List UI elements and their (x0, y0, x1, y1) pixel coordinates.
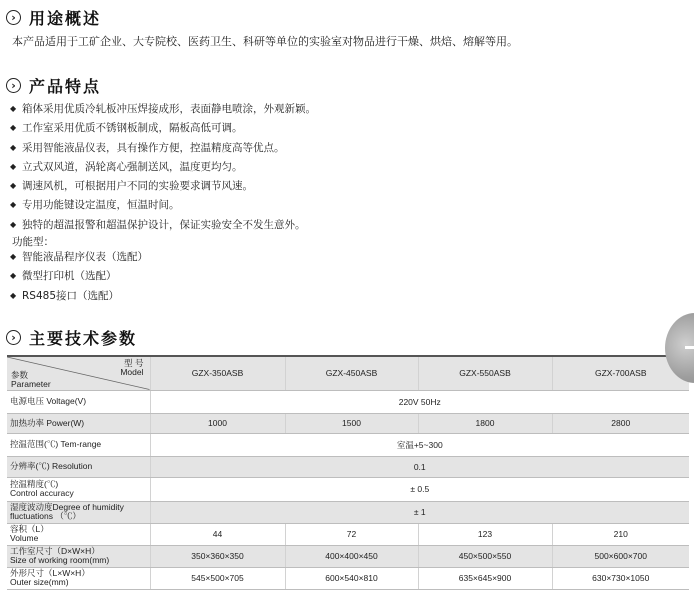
list-item-text: 调速风机，可根据用户不同的实验要求调节风速。 (22, 180, 253, 193)
chevron-right-icon: › (6, 330, 21, 345)
value-cell: 500×600×700 (552, 545, 689, 567)
header-param-cn: 参数 (11, 369, 29, 380)
value-cell: 1500 (285, 413, 418, 433)
list-item (10, 138, 316, 157)
row-label-cell (7, 567, 150, 589)
chevron-right-icon: › (6, 10, 21, 25)
diamond-bullet-icon: ◆ (10, 104, 17, 113)
row-label-line: fluctuations （℃） (10, 511, 81, 521)
list-item-text: 工作室采用优质不锈钢板制成，隔板高低可调。 (22, 122, 243, 135)
model-header-cell: GZX-450ASB (285, 356, 418, 390)
row-label-line: 加热功率 Power(W) (10, 417, 85, 428)
value-cell: 545×500×705 (150, 567, 285, 589)
row-label-cell (7, 477, 150, 501)
model-header-cell: GZX-550ASB (418, 356, 552, 390)
diamond-bullet-icon: ◆ (10, 161, 17, 171)
table-row (7, 456, 689, 477)
header-model-en: Model (120, 367, 144, 377)
header-model-cn: 型 号 (124, 358, 144, 368)
table-row (7, 501, 689, 523)
list-item (10, 286, 148, 305)
chevron-right-icon: › (6, 78, 21, 93)
list-item (10, 195, 316, 214)
row-label-line: Volume (10, 533, 39, 543)
usage-description: 本产品适用于工矿企业、大专院校、医药卫生、科研等单位的实验室对物品进行干燥、烘焙、熔解等用。 (12, 35, 518, 48)
value-cell: 600×540×810 (285, 567, 418, 589)
table-row (7, 567, 689, 589)
list-item (10, 176, 316, 195)
table-row (7, 523, 689, 545)
row-label-line: 控温范围(℃) Tem-range (10, 439, 102, 449)
section-features (6, 74, 101, 97)
list-item-text: 微型打印机（选配） (22, 270, 117, 283)
header-param-en: Parameter (11, 378, 51, 389)
header-corner-cell (7, 356, 150, 390)
table-row (7, 413, 689, 433)
spec-table (7, 355, 689, 590)
row-label-cell (7, 501, 150, 523)
value-cell: 210 (552, 523, 689, 545)
section-title: 用途概述 (29, 9, 102, 28)
row-label-line: 容积（L） (10, 524, 49, 534)
value-cell: 635×645×900 (418, 567, 552, 589)
value-cell: 123 (418, 523, 552, 545)
diamond-bullet-icon: ◆ (10, 123, 17, 133)
list-item (10, 157, 316, 176)
list-item (10, 266, 148, 285)
row-label-line: 电源电压 Voltage(V) (10, 396, 87, 406)
value-cell: 400×400×450 (285, 545, 418, 567)
model-header-cell: GZX-700ASB (552, 356, 689, 390)
diamond-bullet-icon: ◆ (10, 142, 17, 152)
list-item (10, 215, 316, 234)
row-label-line: Size of working room(mm) (10, 555, 110, 565)
minus-icon (685, 346, 694, 349)
diamond-bullet-icon: ◆ (10, 200, 17, 210)
list-item (10, 247, 148, 266)
list-item-text: 专用功能键设定温度，恒温时间。 (22, 199, 180, 212)
list-item-text: 独特的超温报警和超温保护设计，保证实验安全不发生意外。 (22, 218, 306, 231)
row-label-line: 分辨率(℃) Resolution (10, 461, 93, 471)
feature-list (10, 99, 316, 234)
diamond-bullet-icon: ◆ (10, 252, 17, 261)
value-cell: 350×360×350 (150, 545, 285, 567)
row-label-line: Control accuracy (10, 488, 74, 498)
merged-value-cell: ± 0.5 (150, 477, 689, 501)
value-cell: 2800 (552, 413, 689, 433)
table-row (7, 477, 689, 501)
value-cell: 1000 (150, 413, 285, 433)
row-label-line: Outer size(mm) (10, 577, 69, 587)
value-cell: 450×500×550 (418, 545, 552, 567)
functional-list (10, 247, 148, 305)
merged-value-cell: 220V 50Hz (150, 390, 689, 413)
list-item-text: 立式双风道，涡轮离心强制送风，温度更均匀。 (22, 160, 243, 173)
list-item-text: 智能液晶程序仪表（选配） (22, 251, 148, 263)
row-label-line: 工作室尺寸（D×W×H） (10, 546, 100, 556)
row-label-cell (7, 433, 150, 456)
list-item-text: 采用智能液晶仪表，具有操作方便，控温精度高等优点。 (22, 141, 285, 154)
diamond-bullet-icon: ◆ (10, 271, 17, 281)
row-label-line: 外形尺寸（L×W×H） (10, 568, 90, 578)
section-title: 主要技术参数 (29, 329, 138, 348)
model-header-cell: GZX-350ASB (150, 356, 285, 390)
merged-value-cell: 0.1 (150, 456, 689, 477)
table-row (7, 545, 689, 567)
table-header-row (7, 356, 689, 390)
row-label-cell (7, 523, 150, 545)
table-row (7, 390, 689, 413)
diamond-bullet-icon: ◆ (10, 290, 17, 300)
table-row (7, 433, 689, 456)
value-cell: 72 (285, 523, 418, 545)
row-label-line: 控温精度(℃) (10, 479, 59, 489)
section-usage (6, 6, 101, 29)
merged-value-cell: ± 1 (150, 501, 689, 523)
value-cell: 1800 (418, 413, 552, 433)
list-item (10, 118, 316, 137)
section-specs (6, 326, 137, 349)
merged-value-cell: 室温+5~300 (150, 433, 689, 456)
row-label-cell (7, 456, 150, 477)
diamond-bullet-icon: ◆ (10, 181, 17, 191)
value-cell: 630×730×1050 (552, 567, 689, 589)
list-item-text: RS485接口（选配） (22, 289, 120, 302)
functional-title: 功能型： (12, 236, 54, 248)
row-label-cell (7, 390, 150, 413)
list-item (10, 99, 316, 118)
row-label-cell (7, 545, 150, 567)
list-item-text: 箱体采用优质冷轧板冲压焊接成形，表面静电喷涂，外观新颖。 (22, 103, 316, 115)
section-title: 产品特点 (29, 77, 102, 96)
row-label-cell (7, 413, 150, 433)
row-label-line: 湿度波动度Degree of humidity (10, 502, 124, 512)
diamond-bullet-icon: ◆ (10, 219, 17, 229)
value-cell: 44 (150, 523, 285, 545)
